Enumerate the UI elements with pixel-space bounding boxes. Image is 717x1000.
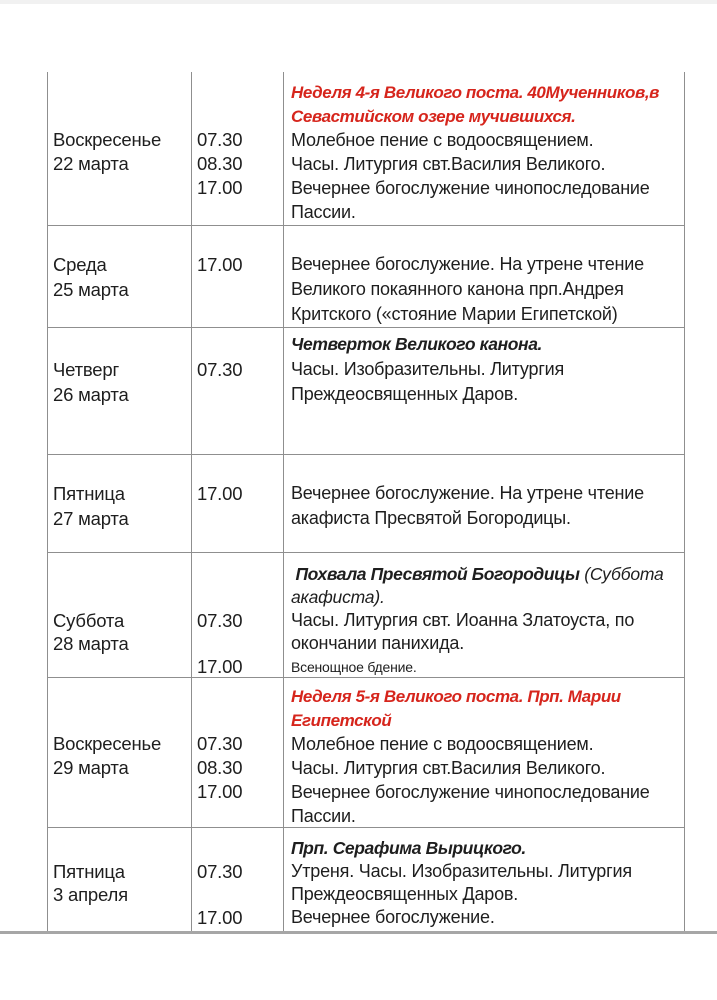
service-line xyxy=(291,655,681,678)
service-text: Вечернее богослужение чинопоследование xyxy=(291,782,650,802)
day-line: Пятница xyxy=(53,483,125,504)
day-date xyxy=(53,481,129,531)
feast-heading: Четверток Великого канона. xyxy=(291,334,543,354)
day-cell xyxy=(48,553,192,677)
schedule-row xyxy=(48,827,684,931)
day-line: 28 марта xyxy=(53,633,129,654)
day-line: 22 марта xyxy=(53,153,129,174)
service-text: Великого покаянного канона прп.Андрея xyxy=(291,279,624,299)
schedule-row xyxy=(48,225,684,327)
service-text: Преждеосвященных Даров. xyxy=(291,884,519,904)
time-cell xyxy=(192,328,284,454)
service-cell xyxy=(284,328,684,454)
service-line xyxy=(291,906,681,929)
day-line: 27 марта xyxy=(53,508,129,529)
feast-heading-red: Египетской xyxy=(291,711,392,730)
service-line xyxy=(291,200,681,224)
feast-heading-red: Неделя 5-я Великого поста. Прп. Марии xyxy=(291,687,621,706)
day-cell xyxy=(48,226,192,327)
service-text: (Суббота xyxy=(579,564,664,584)
service-time: 17.00 xyxy=(197,177,243,198)
service-cell xyxy=(284,828,684,931)
day-cell xyxy=(48,72,192,225)
service-text: Часы. Изобразительны. Литургия xyxy=(291,359,565,379)
day-line: Среда xyxy=(53,254,107,275)
time-cell xyxy=(192,553,284,677)
service-line xyxy=(291,252,681,277)
service-line xyxy=(291,302,681,327)
feast-heading-red: Неделя 4-я Великого поста. 40Мученников,в xyxy=(291,83,660,102)
day-line: 29 марта xyxy=(53,757,129,778)
service-line xyxy=(291,860,681,883)
service-line xyxy=(291,382,681,407)
service-line xyxy=(291,586,681,609)
service-line xyxy=(291,708,681,732)
service-text: Вечернее богослужение. На утрене чтение xyxy=(291,254,644,274)
page-bottom-edge xyxy=(0,931,717,934)
service-line xyxy=(291,732,681,756)
service-time: 07.30 xyxy=(197,359,243,380)
service-text: акафиста). xyxy=(291,587,385,607)
service-text: Часы. Литургия свт.Василия Великого. xyxy=(291,758,606,778)
day-line: 25 марта xyxy=(53,279,129,300)
service-text: Преждеосвященных Даров. xyxy=(291,384,519,404)
service-text: Молебное пение с водоосвящением. xyxy=(291,130,594,150)
service-time: 07.30 xyxy=(197,129,243,150)
day-line: 3 апреля xyxy=(53,884,128,905)
day-date xyxy=(53,609,129,655)
service-line xyxy=(291,357,681,382)
service-line xyxy=(291,780,681,804)
day-line: Воскресенье xyxy=(53,733,162,754)
feast-heading: Похвала Пресвятой Богородицы xyxy=(291,564,580,584)
service-line xyxy=(291,609,681,632)
service-line xyxy=(291,756,681,780)
day-line: 26 марта xyxy=(53,384,129,405)
day-date xyxy=(53,357,129,407)
service-text: Вечернее богослужение чинопоследование xyxy=(291,178,650,198)
time-cell xyxy=(192,455,284,552)
day-date xyxy=(53,732,161,780)
page-top-edge xyxy=(0,0,717,4)
day-date xyxy=(53,128,161,176)
day-cell xyxy=(48,678,192,827)
service-line xyxy=(291,277,681,302)
service-time: 17.00 xyxy=(197,254,243,275)
service-text: акафиста Пресвятой Богородицы. xyxy=(291,508,571,528)
service-line xyxy=(291,176,681,200)
service-time: 07.30 xyxy=(197,861,243,882)
day-cell xyxy=(48,455,192,552)
feast-heading-red: Севастийском озере мучившихся. xyxy=(291,107,576,126)
schedule-row xyxy=(48,677,684,827)
service-time: 08.30 xyxy=(197,153,243,174)
service-cell xyxy=(284,678,684,827)
service-text: Часы. Литургия свт. Иоанна Златоуста, по xyxy=(291,610,635,630)
service-time: 17.00 xyxy=(197,483,243,504)
time-cell xyxy=(192,828,284,931)
service-text: Вечернее богослужение. xyxy=(291,907,495,927)
day-line: Суббота xyxy=(53,610,125,631)
day-line: Пятница xyxy=(53,861,125,882)
service-time: 17.00 xyxy=(197,781,243,802)
service-cell xyxy=(284,226,684,327)
day-line: Воскресенье xyxy=(53,129,162,150)
service-line xyxy=(291,837,681,860)
service-text: Всенощное бдение. xyxy=(291,659,417,675)
service-line xyxy=(291,632,681,655)
schedule-row xyxy=(48,72,684,225)
day-line: Четверг xyxy=(53,359,120,380)
service-text: Утреня. Часы. Изобразительны. Литургия xyxy=(291,861,632,881)
service-line xyxy=(291,563,681,586)
feast-heading: Прп. Серафима Вырицкого. xyxy=(291,838,526,858)
service-time: 07.30 xyxy=(197,733,243,754)
service-text: Часы. Литургия свт.Василия Великого. xyxy=(291,154,606,174)
service-line xyxy=(291,804,681,828)
service-text: окончании панихида. xyxy=(291,633,465,653)
service-text: Критского («стояние Марии Египетской) xyxy=(291,304,618,324)
service-line xyxy=(291,481,681,506)
service-line xyxy=(291,684,681,708)
service-cell xyxy=(284,455,684,552)
day-date xyxy=(53,252,129,302)
service-text: Пассии. xyxy=(291,806,356,826)
service-cell xyxy=(284,553,684,677)
service-text: Пассии. xyxy=(291,202,356,222)
service-time: 17.00 xyxy=(197,656,243,677)
service-line xyxy=(291,80,681,104)
service-line xyxy=(291,332,681,357)
service-time: 07.30 xyxy=(197,610,243,631)
schedule-row xyxy=(48,454,684,552)
service-line xyxy=(291,883,681,906)
service-text: Вечернее богослужение. На утрене чтение xyxy=(291,483,644,503)
day-cell xyxy=(48,328,192,454)
day-date xyxy=(53,860,128,906)
time-cell xyxy=(192,226,284,327)
schedule-table xyxy=(47,72,685,931)
schedule-row xyxy=(48,552,684,677)
day-cell xyxy=(48,828,192,931)
service-line xyxy=(291,152,681,176)
service-line xyxy=(291,128,681,152)
service-line xyxy=(291,506,681,531)
service-time: 08.30 xyxy=(197,757,243,778)
time-cell xyxy=(192,678,284,827)
service-time: 17.00 xyxy=(197,907,243,928)
service-cell xyxy=(284,72,684,225)
service-text: Молебное пение с водоосвящением. xyxy=(291,734,594,754)
schedule-row xyxy=(48,327,684,454)
time-cell xyxy=(192,72,284,225)
service-line xyxy=(291,104,681,128)
